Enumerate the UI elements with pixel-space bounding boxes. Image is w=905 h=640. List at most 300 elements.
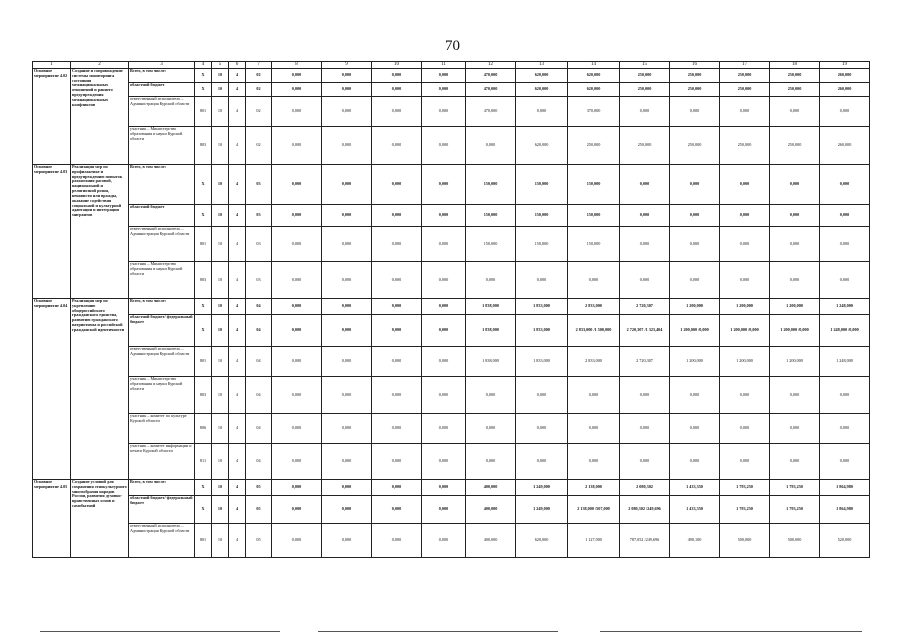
amount-cell: 0,000 xyxy=(372,315,422,347)
column-number: 7 xyxy=(246,62,272,69)
amount-cell: 250,000 xyxy=(620,83,670,97)
budget-code: 04 xyxy=(246,444,272,480)
table-row xyxy=(33,262,870,299)
funding-source: Всего, в том числе: xyxy=(129,299,195,315)
table-row xyxy=(33,496,870,524)
amount-cell: 150,000 xyxy=(568,227,620,262)
funding-source: участник – Министерство образования и науки Курской области xyxy=(129,377,195,414)
budget-code: 803 xyxy=(195,262,212,299)
amount-cell: 0,000 xyxy=(322,165,372,205)
budget-code: 04 xyxy=(246,315,272,347)
amount-cell: 0,000 xyxy=(372,83,422,97)
page-number: 70 xyxy=(445,38,460,54)
amount-cell: 0,000 xyxy=(620,262,670,299)
funding-source: областной бюджет xyxy=(129,83,195,97)
budget-code: 02 xyxy=(246,69,272,83)
amount-cell: 0,000 xyxy=(620,444,670,480)
amount-cell: 1 248,000 /0,000 xyxy=(820,315,870,347)
budget-code: 10 xyxy=(212,83,229,97)
amount-cell: 0,000 xyxy=(422,97,466,127)
amount-cell: 2 720,307 xyxy=(620,347,670,377)
amount-cell: 0,000 xyxy=(422,377,466,414)
amount-cell: 1 793,250 xyxy=(770,480,820,496)
amount-cell: 0,000 xyxy=(516,414,568,444)
amount-cell: 2 720,307 xyxy=(620,299,670,315)
amount-cell: 0,000 xyxy=(322,227,372,262)
budget-code: 10 xyxy=(212,127,229,165)
amount-cell: 2 833,000 /1 500,000 xyxy=(568,315,620,347)
budget-code: 04 xyxy=(246,377,272,414)
amount-cell: 250,000 xyxy=(720,127,770,165)
amount-cell: 0,000 xyxy=(620,414,670,444)
amount-cell: 0,000 xyxy=(720,165,770,205)
amount-cell: 0,000 xyxy=(422,165,466,205)
budget-code: 4 xyxy=(229,69,246,83)
budget-code: 10 xyxy=(212,227,229,262)
amount-cell: 1 833,000 xyxy=(516,299,568,315)
amount-cell: 0,000 xyxy=(820,377,870,414)
amount-cell: 0,000 xyxy=(670,97,720,127)
amount-cell: 0,000 xyxy=(422,414,466,444)
budget-code: 803 xyxy=(195,377,212,414)
column-number: 18 xyxy=(770,62,820,69)
budget-code: Х xyxy=(195,496,212,524)
amount-cell: 0,000 xyxy=(466,127,516,165)
amount-cell: 1 793,250 xyxy=(720,496,770,524)
budget-code: 10 xyxy=(212,444,229,480)
amount-cell: 0,000 xyxy=(272,227,322,262)
budget-code: 03 xyxy=(246,227,272,262)
amount-cell: 0,000 xyxy=(372,480,422,496)
activity-code: Основное мероприятие 4.02 xyxy=(33,69,71,165)
amount-cell: 1 864,980 xyxy=(820,496,870,524)
funding-source: ответственный исполнитель – Администрация Курской области xyxy=(129,97,195,127)
amount-cell: 0,000 xyxy=(720,205,770,227)
amount-cell: 260,000 xyxy=(820,83,870,97)
amount-cell: 0,000 xyxy=(372,347,422,377)
funding-source: участник – комитет по культуре Курской области xyxy=(129,414,195,444)
table-row xyxy=(33,205,870,227)
budget-code: 10 xyxy=(212,315,229,347)
amount-cell: 0,000 xyxy=(372,414,422,444)
table-row xyxy=(33,347,870,377)
amount-cell: 0,000 xyxy=(770,97,820,127)
amount-cell: 0,000 xyxy=(720,262,770,299)
amount-cell: 250,000 xyxy=(670,83,720,97)
budget-code: 4 xyxy=(229,83,246,97)
amount-cell: 0,000 xyxy=(372,496,422,524)
budget-code: Х xyxy=(195,480,212,496)
amount-cell: 0,000 xyxy=(770,414,820,444)
amount-cell: 0,000 xyxy=(422,205,466,227)
budget-code: 05 xyxy=(246,480,272,496)
amount-cell: 0,000 xyxy=(322,205,372,227)
amount-cell: 0,000 xyxy=(620,165,670,205)
amount-cell: 0,000 xyxy=(322,496,372,524)
column-number: 15 xyxy=(620,62,670,69)
funding-source: ответственный исполнитель – Администрация Курской области xyxy=(129,524,195,558)
budget-code: Х xyxy=(195,165,212,205)
column-number: 11 xyxy=(422,62,466,69)
table-row xyxy=(33,315,870,347)
amount-cell: 150,000 xyxy=(466,165,516,205)
amount-cell: 250,000 xyxy=(568,127,620,165)
amount-cell: 0,000 xyxy=(322,83,372,97)
amount-cell: 1 200,000 /0,000 xyxy=(720,315,770,347)
amount-cell: 0,000 xyxy=(322,524,372,558)
amount-cell: 0,000 xyxy=(770,444,820,480)
budget-code: 4 xyxy=(229,414,246,444)
amount-cell: 0,000 xyxy=(322,377,372,414)
amount-cell: 0,000 xyxy=(372,127,422,165)
amount-cell: 250,000 xyxy=(620,69,670,83)
budget-code: 801 xyxy=(195,524,212,558)
amount-cell: 0,000 xyxy=(670,205,720,227)
activity-title: Реализация мер по профилактике и предупреждению попыток разжигания расовой, национальной и религиозной розни, ненависти или вражды, оказание содействия социальной и культурной адаптации и интеграции мигрантов xyxy=(71,165,129,299)
amount-cell: 250,000 xyxy=(770,83,820,97)
table-row xyxy=(33,377,870,414)
amount-cell: 1 200,000 xyxy=(670,299,720,315)
amount-cell: 0,000 xyxy=(372,377,422,414)
amount-cell: 0,000 xyxy=(372,227,422,262)
funding-source: областной бюджет xyxy=(129,205,195,227)
amount-cell: 1 200,000 xyxy=(720,299,770,315)
budget-code: Х xyxy=(195,205,212,227)
amount-cell: 2 080,302 xyxy=(620,480,670,496)
budget-code: Х xyxy=(195,315,212,347)
budget-code: 02 xyxy=(246,97,272,127)
budget-code: 02 xyxy=(246,127,272,165)
amount-cell: 0,000 xyxy=(322,97,372,127)
funding-source: ответственный исполнитель – Администрация Курской области xyxy=(129,347,195,377)
amount-cell: 0,000 xyxy=(372,444,422,480)
amount-cell: 0,000 xyxy=(516,444,568,480)
budget-code: 4 xyxy=(229,444,246,480)
amount-cell: 2 138,000 /507,000 xyxy=(568,496,620,524)
footer-rule xyxy=(600,631,862,632)
budget-code: 10 xyxy=(212,69,229,83)
amount-cell: 0,000 xyxy=(272,83,322,97)
amount-cell: 1 793,250 xyxy=(770,496,820,524)
funding-source: Всего, в том числе: xyxy=(129,165,195,205)
activity-code: Основное мероприятие 4.04 xyxy=(33,299,71,480)
amount-cell: 0,000 xyxy=(272,480,322,496)
amount-cell: 0,000 xyxy=(720,414,770,444)
column-number: 14 xyxy=(568,62,620,69)
column-number: 8 xyxy=(272,62,322,69)
amount-cell: 150,000 xyxy=(516,227,568,262)
funding-source: областной бюджет/ федеральный бюджет xyxy=(129,315,195,347)
funding-source: ответственный исполнитель – Администрация Курской области xyxy=(129,227,195,262)
amount-cell: 1 833,000 xyxy=(516,347,568,377)
table-row xyxy=(33,299,870,315)
budget-code: 03 xyxy=(246,165,272,205)
amount-cell: 0,000 xyxy=(372,97,422,127)
activity-code: Основное мероприятие 4.05 xyxy=(33,480,71,558)
amount-cell: 0,000 xyxy=(568,444,620,480)
column-number: 12 xyxy=(466,62,516,69)
budget-code: 10 xyxy=(212,414,229,444)
amount-cell: 0,000 xyxy=(820,97,870,127)
amount-cell: 0,000 xyxy=(516,377,568,414)
amount-cell: 0,000 xyxy=(322,315,372,347)
column-number: 17 xyxy=(720,62,770,69)
budget-code: 811 xyxy=(195,444,212,480)
amount-cell: 0,000 xyxy=(670,227,720,262)
amount-cell: 0,000 xyxy=(720,377,770,414)
budget-code: 10 xyxy=(212,347,229,377)
amount-cell: 400,000 xyxy=(466,496,516,524)
amount-cell: 0,000 xyxy=(322,299,372,315)
amount-cell: 1 200,000 xyxy=(770,299,820,315)
budget-code: 4 xyxy=(229,299,246,315)
amount-cell: 0,000 xyxy=(466,444,516,480)
amount-cell: 0,000 xyxy=(466,377,516,414)
amount-cell: 1 249,000 xyxy=(516,480,568,496)
amount-cell: 260,000 xyxy=(820,69,870,83)
amount-cell: 0,000 xyxy=(516,97,568,127)
budget-code: Х xyxy=(195,83,212,97)
budget-code: 4 xyxy=(229,347,246,377)
column-number: 9 xyxy=(322,62,372,69)
funding-source: участник – Министерство образования и науки Курской области xyxy=(129,127,195,165)
budget-code: 03 xyxy=(246,262,272,299)
amount-cell: 1 249,000 xyxy=(516,496,568,524)
table-row xyxy=(33,97,870,127)
amount-cell: 0,000 xyxy=(272,444,322,480)
budget-code: 806 xyxy=(195,414,212,444)
amount-cell: 0,000 xyxy=(720,444,770,480)
amount-cell: 1 833,000 xyxy=(516,315,568,347)
amount-cell: 0,000 xyxy=(272,127,322,165)
activity-title: Создание и сопровождение системы мониторинга состояния межнациональных отношений и раннего предупреждения межнациональных конфликтов xyxy=(71,69,129,165)
amount-cell: 0,000 xyxy=(272,69,322,83)
table-row xyxy=(33,414,870,444)
budget-code: 803 xyxy=(195,127,212,165)
amount-cell: 250,000 xyxy=(770,69,820,83)
amount-cell: 0,000 xyxy=(670,414,720,444)
amount-cell: 0,000 xyxy=(620,227,670,262)
table-row xyxy=(33,127,870,165)
amount-cell: 370,000 xyxy=(568,97,620,127)
amount-cell: 1 864,980 xyxy=(820,480,870,496)
budget-code: 10 xyxy=(212,97,229,127)
budget-code: 4 xyxy=(229,127,246,165)
table-row xyxy=(33,69,870,83)
budget-code: 04 xyxy=(246,414,272,444)
amount-cell: 0,000 xyxy=(372,165,422,205)
amount-cell: 0,000 xyxy=(372,524,422,558)
column-number: 10 xyxy=(372,62,422,69)
amount-cell: 620,000 xyxy=(516,524,568,558)
amount-cell: 0,000 xyxy=(322,127,372,165)
amount-cell: 1 200,000 /0,000 xyxy=(770,315,820,347)
column-number: 19 xyxy=(820,62,870,69)
column-number: 1 xyxy=(33,62,71,69)
amount-cell: 620,000 xyxy=(568,83,620,97)
amount-cell: 2 138,000 xyxy=(568,480,620,496)
amount-cell: 0,000 xyxy=(568,414,620,444)
budget-code: 4 xyxy=(229,377,246,414)
column-number: 2 xyxy=(71,62,129,69)
amount-cell: 250,000 xyxy=(720,69,770,83)
budget-code: 04 xyxy=(246,299,272,315)
table-row xyxy=(33,444,870,480)
amount-cell: 0,000 xyxy=(422,83,466,97)
budget-code: 801 xyxy=(195,347,212,377)
amount-cell: 150,000 xyxy=(568,165,620,205)
amount-cell: 0,000 xyxy=(770,377,820,414)
amount-cell: 0,000 xyxy=(322,414,372,444)
amount-cell: 250,000 xyxy=(720,83,770,97)
budget-code: 4 xyxy=(229,315,246,347)
amount-cell: 400,000 xyxy=(466,524,516,558)
amount-cell: 0,000 xyxy=(272,315,322,347)
amount-cell: 0,000 xyxy=(372,262,422,299)
amount-cell: 0,000 xyxy=(516,262,568,299)
amount-cell: 620,000 xyxy=(568,69,620,83)
budget-code: 4 xyxy=(229,165,246,205)
budget-code: Х xyxy=(195,299,212,315)
amount-cell: 0,000 xyxy=(422,127,466,165)
amount-cell: 0,000 xyxy=(272,97,322,127)
amount-cell: 500,000 xyxy=(770,524,820,558)
amount-cell: 620,000 xyxy=(516,83,568,97)
amount-cell: 0,000 xyxy=(322,347,372,377)
funding-source: областной бюджет/ федеральный бюджет xyxy=(129,496,195,524)
amount-cell: 620,000 xyxy=(516,127,568,165)
amount-cell: 0,000 xyxy=(422,227,466,262)
amount-cell: 0,000 xyxy=(820,205,870,227)
amount-cell: 0,000 xyxy=(322,444,372,480)
amount-cell: 1 200,000 xyxy=(720,347,770,377)
amount-cell: 1 838,000 xyxy=(466,299,516,315)
funding-source: участник – комитет информации и печати Курской области xyxy=(129,444,195,480)
amount-cell: 0,000 xyxy=(422,444,466,480)
funding-source: Всего, в том числе: xyxy=(129,69,195,83)
amount-cell: 0,000 xyxy=(422,496,466,524)
amount-cell: 787,052 /249,696 xyxy=(620,524,670,558)
budget-code: 801 xyxy=(195,227,212,262)
column-number: 3 xyxy=(129,62,195,69)
amount-cell: 0,000 xyxy=(820,414,870,444)
budget-code: 05 xyxy=(246,496,272,524)
budget-code: 10 xyxy=(212,377,229,414)
activity-code: Основное мероприятие 4.03 xyxy=(33,165,71,299)
amount-cell: 0,000 xyxy=(670,377,720,414)
budget-code: Х xyxy=(195,69,212,83)
budget-code: 10 xyxy=(212,205,229,227)
amount-cell: 0,000 xyxy=(422,299,466,315)
budget-code: 4 xyxy=(229,262,246,299)
amount-cell: 0,000 xyxy=(770,205,820,227)
budget-code: 10 xyxy=(212,165,229,205)
amount-cell: 0,000 xyxy=(322,480,372,496)
budget-code: 10 xyxy=(212,262,229,299)
amount-cell: 1 838,000 xyxy=(466,315,516,347)
table-row xyxy=(33,480,870,496)
budget-code: 04 xyxy=(246,347,272,377)
amount-cell: 0,000 xyxy=(770,227,820,262)
amount-cell: 0,000 xyxy=(720,227,770,262)
amount-cell: 1 248,000 xyxy=(820,299,870,315)
budget-code: 10 xyxy=(212,480,229,496)
amount-cell: 0,000 xyxy=(770,165,820,205)
column-number: 5 xyxy=(212,62,229,69)
amount-cell: 2 833,000 xyxy=(568,299,620,315)
amount-cell: 0,000 xyxy=(568,377,620,414)
amount-cell: 1 248,000 xyxy=(820,347,870,377)
amount-cell: 0,000 xyxy=(272,347,322,377)
amount-cell: 1 433,350 xyxy=(670,496,720,524)
amount-cell: 0,000 xyxy=(272,524,322,558)
amount-cell: 0,000 xyxy=(422,524,466,558)
amount-cell: 0,000 xyxy=(422,262,466,299)
budget-code: 4 xyxy=(229,480,246,496)
amount-cell: 0,000 xyxy=(568,262,620,299)
amount-cell: 250,000 xyxy=(670,127,720,165)
amount-cell: 1 838,000 xyxy=(466,347,516,377)
budget-code: 801 xyxy=(195,97,212,127)
amount-cell: 0,000 xyxy=(272,414,322,444)
amount-cell: 150,000 xyxy=(466,227,516,262)
activity-title: Реализация мер по укреплению общероссийского гражданского единства, развитию гражданского патриотизма и российской гражданской идентичности xyxy=(71,299,129,480)
amount-cell: 520,000 xyxy=(820,524,870,558)
funding-source: участник – Министерство образования и науки Курской области xyxy=(129,262,195,299)
budget-code: 4 xyxy=(229,97,246,127)
funding-source: Всего, в том числе: xyxy=(129,480,195,496)
column-number: 4 xyxy=(195,62,212,69)
amount-cell: 0,000 xyxy=(272,299,322,315)
activity-title: Создание условий для сохранения этнокультурного многообразия народов России, развития духовно-нравственных основ и самобытной xyxy=(71,480,129,558)
budget-code: 10 xyxy=(212,299,229,315)
amount-cell: 0,000 xyxy=(770,262,820,299)
amount-cell: 0,000 xyxy=(422,69,466,83)
amount-cell: 1 127,000 xyxy=(568,524,620,558)
amount-cell: 0,000 xyxy=(272,377,322,414)
amount-cell: 0,000 xyxy=(422,347,466,377)
column-number: 16 xyxy=(670,62,720,69)
amount-cell: 0,000 xyxy=(372,299,422,315)
amount-cell: 2 833,000 xyxy=(568,347,620,377)
budget-code: 02 xyxy=(246,83,272,97)
table-row xyxy=(33,227,870,262)
amount-cell: 1 200,000 xyxy=(770,347,820,377)
amount-cell: 0,000 xyxy=(272,262,322,299)
amount-cell: 0,000 xyxy=(372,205,422,227)
amount-cell: 0,000 xyxy=(820,165,870,205)
table-row xyxy=(33,524,870,558)
amount-cell: 1 200,000 xyxy=(670,347,720,377)
amount-cell: 0,000 xyxy=(422,315,466,347)
amount-cell: 250,000 xyxy=(620,127,670,165)
table-row xyxy=(33,165,870,205)
amount-cell: 0,000 xyxy=(466,414,516,444)
column-number: 6 xyxy=(229,62,246,69)
amount-cell: 150,000 xyxy=(516,165,568,205)
amount-cell: 0,000 xyxy=(720,97,770,127)
amount-cell: 0,000 xyxy=(620,205,670,227)
amount-cell: 490,100 xyxy=(670,524,720,558)
amount-cell: 0,000 xyxy=(620,97,670,127)
amount-cell: 0,000 xyxy=(670,444,720,480)
amount-cell: 0,000 xyxy=(820,227,870,262)
amount-cell: 0,000 xyxy=(670,262,720,299)
amount-cell: 0,000 xyxy=(272,496,322,524)
amount-cell: 0,000 xyxy=(670,165,720,205)
amount-cell: 620,000 xyxy=(516,69,568,83)
amount-cell: 250,000 xyxy=(770,127,820,165)
